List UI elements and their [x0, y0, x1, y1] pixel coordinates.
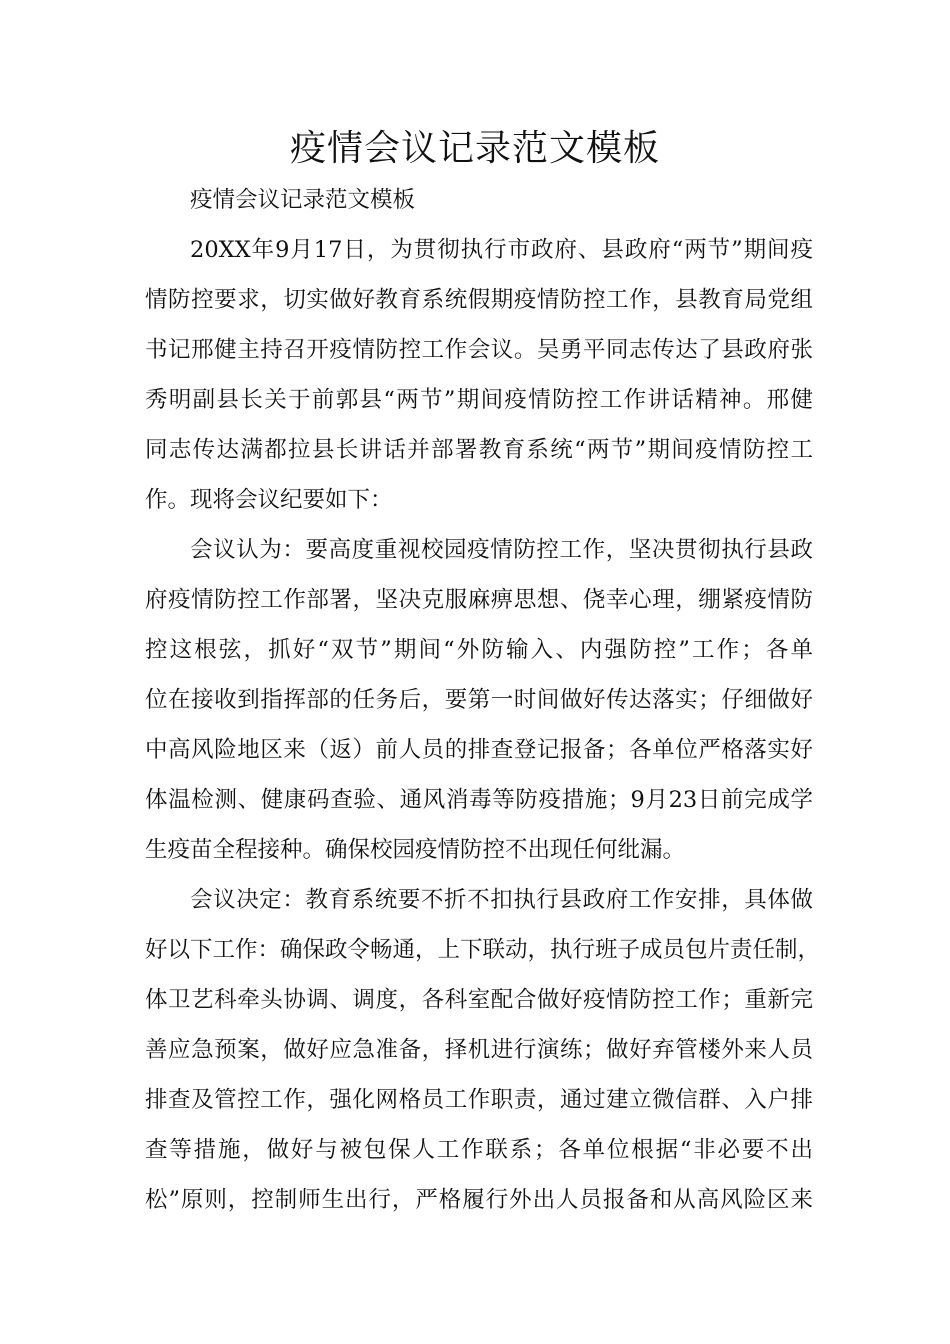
paragraph-1-line-5: 同志传达满都拉县长讲话并部署教育系统“两节”期间疫情防控工 [145, 437, 813, 463]
paragraph-1-line-1: 20XX年9月17日，为贯彻执行市政府、县政府“两节”期间疫 [190, 237, 813, 263]
document-subtitle: 疫情会议记录范文模板 [190, 187, 416, 213]
paragraph-3-line-7: 松”原则，控制师生出行，严格履行外出人员报备和从高风险区来 [145, 1187, 813, 1213]
document-title: 疫情会议记录范文模板 [289, 128, 660, 169]
paragraph-1-line-2: 情防控要求，切实做好教育系统假期疫情防控工作，县教育局党组 [145, 287, 813, 313]
paragraph-1-line-4: 秀明副县长关于前郭县“两节”期间疫情防控工作讲话精神。邢健 [145, 387, 813, 413]
paragraph-1-line-6: 作。现将会议纪要如下： [145, 487, 393, 513]
paragraph-3-line-4: 善应急预案，做好应急准备，择机进行演练；做好弃管楼外来人员 [145, 1037, 813, 1063]
paragraph-2-line-6: 体温检测、健康码查验、通风消毒等防疫措施；9月23日前完成学 [145, 787, 813, 813]
paragraph-2-line-5: 中高风险地区来（返）前人员的排查登记报备；各单位严格落实好 [145, 737, 813, 763]
paragraph-1-line-3: 书记邢健主持召开疫情防控工作会议。吴勇平同志传达了县政府张 [145, 337, 813, 363]
paragraph-2-line-2: 府疫情防控工作部署，坚决克服麻痹思想、侥幸心理，绷紧疫情防 [145, 587, 813, 613]
paragraph-3-line-6: 查等措施，做好与被包保人工作联系；各单位根据“非必要不出 [145, 1137, 813, 1163]
paragraph-2-line-4: 位在接收到指挥部的任务后，要第一时间做好传达落实；仔细做好 [145, 687, 813, 713]
paragraph-3-line-1: 会议决定：教育系统要不折不扣执行县政府工作安排，具体做 [190, 887, 813, 913]
paragraph-2-line-7: 生疫苗全程接种。确保校园疫情防控不出现任何纰漏。 [145, 837, 686, 863]
paragraph-2-line-3: 控这根弦，抓好“双节”期间“外防输入、内强防控”工作；各单 [145, 637, 813, 663]
paragraph-2-line-1: 会议认为：要高度重视校园疫情防控工作，坚决贯彻执行县政 [190, 537, 813, 563]
paragraph-3-line-5: 排查及管控工作，强化网格员工作职责，通过建立微信群、入户排 [145, 1087, 813, 1113]
paragraph-3-line-3: 体卫艺科牵头协调、调度，各科室配合做好疫情防控工作；重新完 [145, 987, 813, 1013]
paragraph-3-line-2: 好以下工作：确保政令畅通，上下联动，执行班子成员包片责任制， [145, 937, 821, 963]
